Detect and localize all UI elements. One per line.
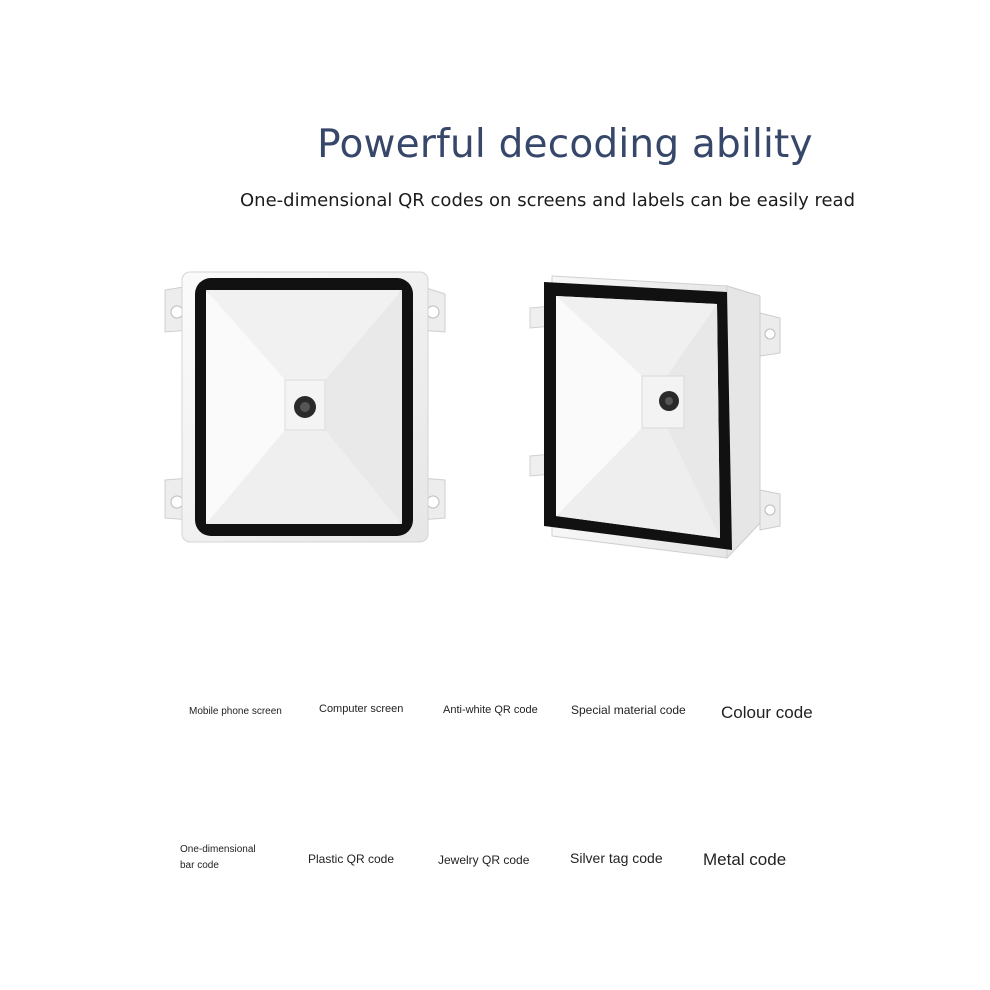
label-one-dimensional: One-dimensional — [180, 844, 256, 855]
label-computer-screen: Computer screen — [319, 703, 404, 715]
page-subtitle: One-dimensional QR codes on screens and labels can be easily read — [240, 190, 856, 211]
label-special-material-code: Special material code — [571, 703, 686, 717]
label-mobile-phone-screen: Mobile phone screen — [189, 706, 282, 717]
label-silver-tag-code: Silver tag code — [570, 850, 663, 866]
label-metal-code: Metal code — [703, 850, 787, 869]
label-plastic-qr-code: Plastic QR code — [308, 852, 395, 866]
scanner-front-image — [160, 270, 450, 545]
label-jewelry-qr-code: Jewelry QR code — [438, 853, 530, 867]
label-anti-white-qr-code: Anti-white QR code — [443, 704, 538, 716]
label-bar-code: bar code — [180, 860, 219, 871]
page-title: Powerful decoding ability — [317, 122, 813, 167]
label-colour-code: Colour code — [721, 703, 813, 722]
scanner-angled-image — [522, 268, 782, 563]
